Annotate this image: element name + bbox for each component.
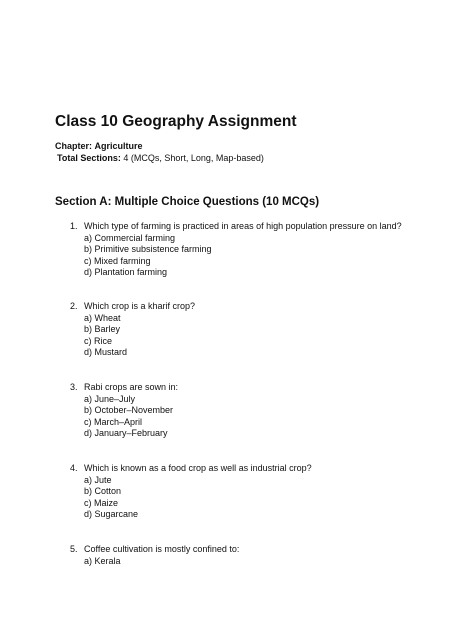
option-a: a) June–July	[84, 393, 136, 404]
option-c: c) Rice	[84, 335, 113, 346]
question-text: Which crop is a kharif crop?	[84, 301, 196, 311]
question-text: Which type of farming is practiced in areas of high population pressure on land?	[84, 221, 402, 231]
option-c: c) Maize	[84, 497, 119, 508]
question-number: 2.	[70, 301, 78, 311]
total-sections-label: Total Sections:	[57, 153, 121, 163]
question-number: 1.	[70, 221, 78, 231]
question-3	[70, 382, 178, 440]
question-number: 3.	[70, 382, 78, 392]
question-4	[70, 463, 312, 521]
option-d: d) Sugarcane	[84, 509, 139, 519]
option-d: d) Plantation farming	[84, 267, 168, 277]
question-text: Coffee cultivation is mostly confined to:	[84, 544, 240, 554]
option-b: b) Primitive subsistence farming	[84, 244, 212, 254]
section-a-heading: Section A: Multiple Choice Questions (10 MCQs)	[55, 196, 320, 208]
question-text: Which is known as a food crop as well as industrial crop?	[84, 463, 312, 473]
question-5	[70, 544, 239, 567]
option-c: c) Mixed farming	[84, 255, 151, 266]
question-number: 5.	[70, 544, 78, 554]
total-sections-line	[57, 153, 264, 163]
chapter-line	[55, 141, 143, 151]
page-title: Class 10 Geography Assignment	[55, 113, 297, 130]
question-2	[70, 301, 195, 359]
question-text: Rabi crops are sown in:	[84, 382, 179, 392]
option-a: a) Jute	[84, 474, 112, 485]
chapter-value: Agriculture	[94, 141, 143, 151]
option-a: a) Kerala	[84, 555, 121, 566]
option-d: d) Mustard	[84, 347, 128, 357]
option-c: c) March–April	[84, 416, 143, 427]
option-d: d) January–February	[84, 428, 168, 438]
question-1	[70, 221, 402, 279]
option-a: a) Commercial farming	[84, 232, 176, 243]
chapter-label: Chapter:	[55, 141, 93, 151]
option-b: b) Barley	[84, 324, 121, 334]
option-b: b) October–November	[84, 405, 174, 415]
question-number: 4.	[70, 463, 78, 473]
option-b: b) Cotton	[84, 486, 122, 496]
total-sections-value: 4 (MCQs, Short, Long, Map-based)	[123, 153, 264, 163]
option-a: a) Wheat	[84, 312, 121, 323]
